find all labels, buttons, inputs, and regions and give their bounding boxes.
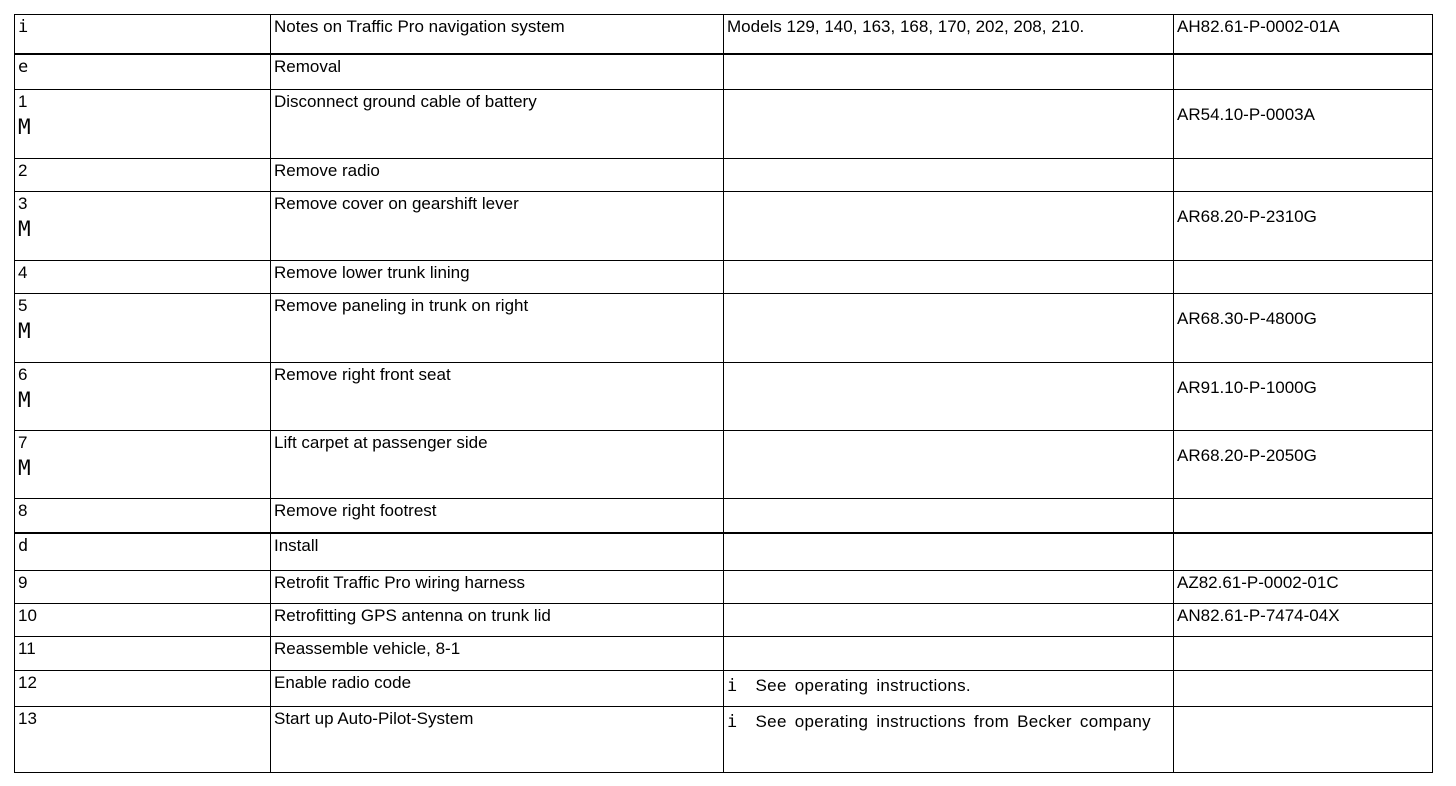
step-text: Retrofit Traffic Pro wiring harness: [271, 571, 724, 604]
step-number: 8: [15, 499, 271, 533]
step-ref-link[interactable]: AR68.20-P-2310G: [1177, 207, 1317, 226]
step-text: Enable radio code: [271, 671, 724, 707]
procedure-table: [14, 14, 1433, 773]
step-text: Remove paneling in trunk on right: [271, 294, 724, 363]
step-number: 7: [18, 433, 28, 452]
work-marker-icon: M: [18, 319, 31, 343]
table-row: [15, 707, 1433, 773]
info-icon: i: [727, 712, 738, 732]
document-title: Notes on Traffic Pro navigation system: [271, 15, 724, 54]
table-row: [15, 571, 1433, 604]
work-marker-icon: M: [18, 217, 31, 241]
table-row: [15, 192, 1433, 261]
step-note: See operating instructions.: [755, 676, 971, 695]
step-number: 9: [15, 571, 271, 604]
step-text: Disconnect ground cable of battery: [271, 90, 724, 159]
table-row: [15, 159, 1433, 192]
step-number: 13: [15, 707, 271, 773]
step-text: Remove right footrest: [271, 499, 724, 533]
table-row: [15, 294, 1433, 363]
step-text: Remove lower trunk lining: [271, 261, 724, 294]
step-text: Lift carpet at passenger side: [271, 431, 724, 499]
work-marker-icon: M: [18, 115, 31, 139]
header-row: [15, 15, 1433, 54]
step-number: 2: [15, 159, 271, 192]
step-number: 3: [18, 194, 28, 213]
table-row: [15, 261, 1433, 294]
step-number: 1: [18, 92, 28, 111]
step-text: Reassemble vehicle, 8-1: [271, 637, 724, 671]
table-row: [15, 90, 1433, 159]
removal-section-row: [15, 54, 1433, 90]
section-label: Install: [271, 533, 724, 571]
info-icon: i: [727, 676, 738, 696]
step-number: 6: [18, 365, 28, 384]
step-text: Remove cover on gearshift lever: [271, 192, 724, 261]
step-number: 4: [15, 261, 271, 294]
work-marker-icon: M: [18, 388, 31, 412]
step-ref-link[interactable]: AZ82.61-P-0002-01C: [1174, 571, 1433, 604]
work-marker-icon: M: [18, 456, 31, 480]
info-icon: i: [18, 17, 29, 37]
step-ref-link[interactable]: AR68.30-P-4800G: [1177, 309, 1317, 328]
table-row: [15, 363, 1433, 431]
step-ref-link[interactable]: AR91.10-P-1000G: [1177, 378, 1317, 397]
step-text: Retrofitting GPS antenna on trunk lid: [271, 604, 724, 637]
step-note: See operating instructions from Becker company: [755, 712, 1151, 731]
install-icon: d: [18, 535, 29, 556]
step-text: Remove radio: [271, 159, 724, 192]
document-ref: AH82.61-P-0002-01A: [1174, 15, 1433, 54]
step-number: 10: [15, 604, 271, 637]
step-text: Start up Auto-Pilot-System: [271, 707, 724, 773]
table-row: [15, 431, 1433, 499]
step-number: 5: [18, 296, 28, 315]
install-section-row: [15, 533, 1433, 571]
step-ref-link[interactable]: AN82.61-P-7474-04X: [1174, 604, 1433, 637]
removal-icon: e: [18, 56, 29, 77]
step-text: Remove right front seat: [271, 363, 724, 431]
section-label: Removal: [271, 54, 724, 90]
models-list: Models 129, 140, 163, 168, 170, 202, 208, 210.: [724, 15, 1174, 54]
step-number: 11: [15, 637, 271, 671]
step-ref-link[interactable]: AR54.10-P-0003A: [1177, 105, 1315, 124]
table-row: [15, 671, 1433, 707]
step-ref-link[interactable]: AR68.20-P-2050G: [1177, 446, 1317, 465]
step-number: 12: [15, 671, 271, 707]
table-row: [15, 499, 1433, 533]
table-row: [15, 604, 1433, 637]
table-row: [15, 637, 1433, 671]
